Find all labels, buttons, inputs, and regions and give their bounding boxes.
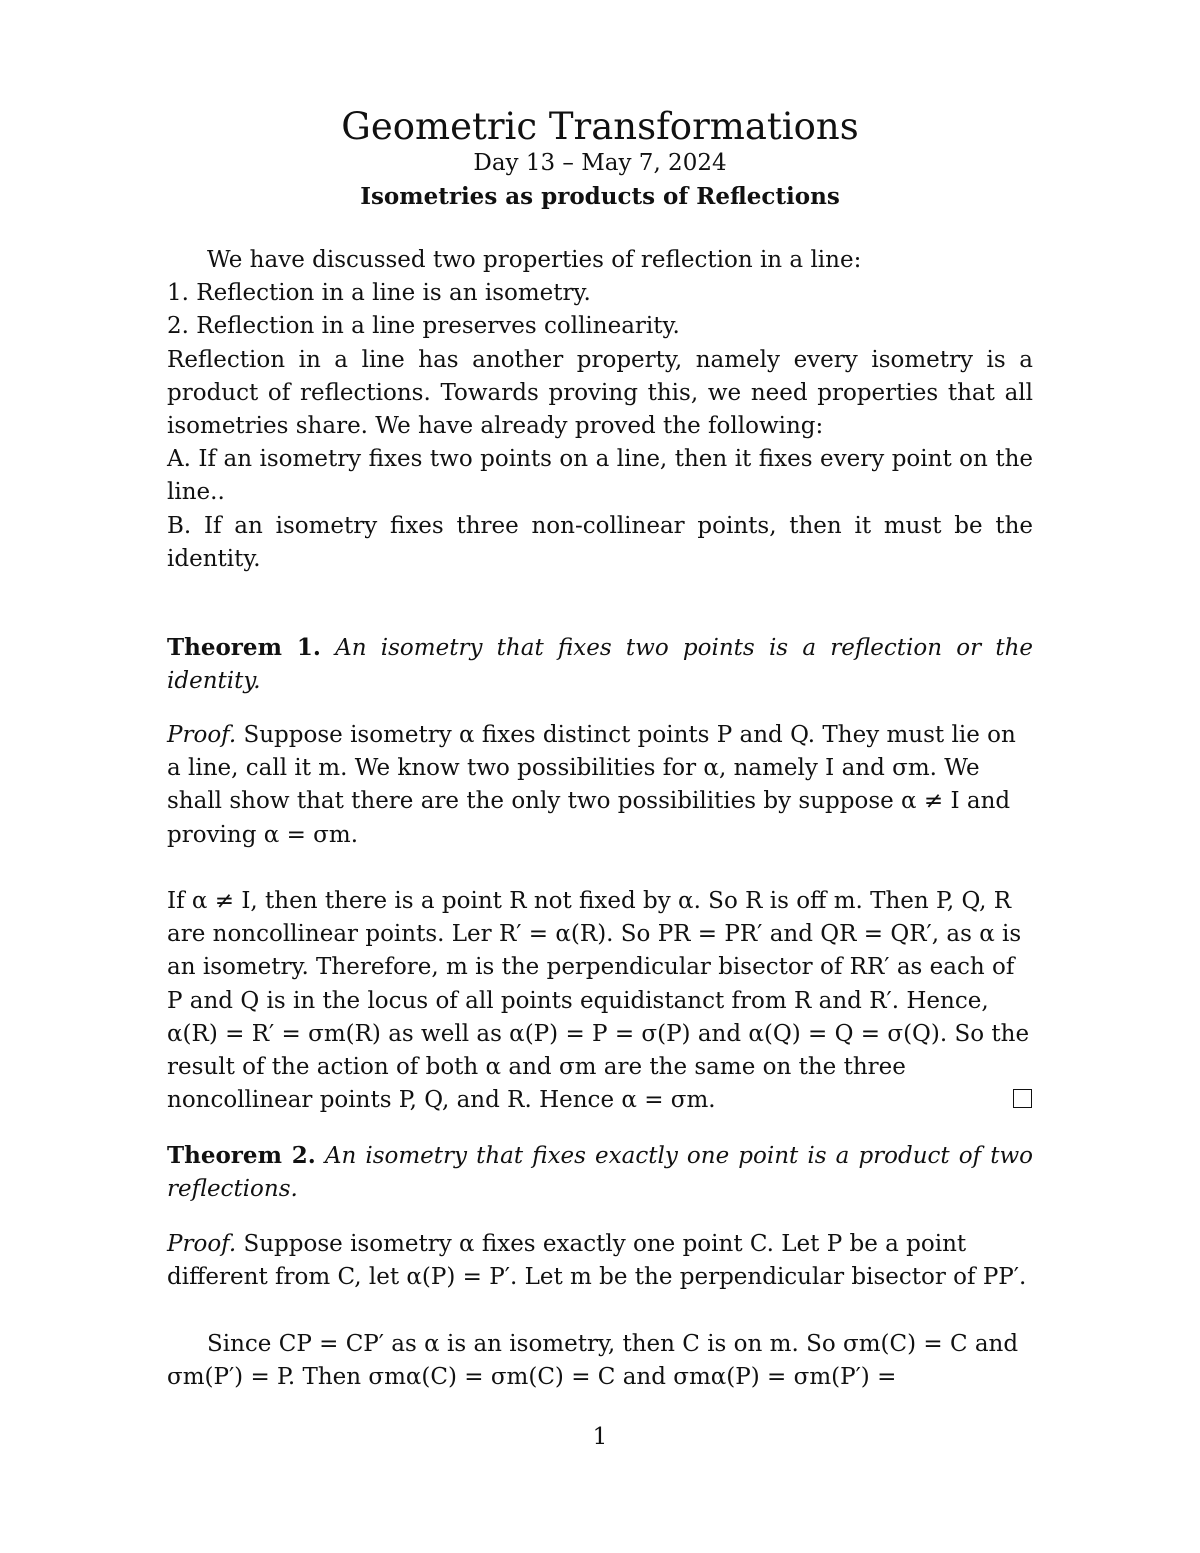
proof-1-label: Proof. [167,722,237,748]
document-title: Geometric Transformations [341,105,859,148]
proof-2-paragraph-2: Since CP = CP′ as α is an isometry, then C is on m. So σm(C) = C and σm(P′) = P. Then σmα(C) = σm(C) = C and σmα(P) = σm(P′) = [167,1331,1019,1391]
intro-paragraph: Reflection in a line has another property, namely every isometry is a product of reflections. Towards proving this, we need properties that all isometries share. We have already proved the following: [167,346,1033,440]
proof-1-text-2: If α ≠ I, then there is a point R not fixed by α. So R is off m. Then P, Q, R are noncollinear points. Ler R′ = α(R). So PR = PR′ and QR = QR′, as α is an isometry. Therefore, m is the perpendicular bisector of RR′ as each of P and Q is in the locus of all points equidistanct from R and R′. Hence, α(R) = R′ = σm(R) as well as α(P) = P = σ(P) and α(Q) = Q = σ(Q). So the result of the action of both α and σm are the same on the three noncollinear points P, Q, and R. Hence α = σm. [167,888,1030,1114]
intro-lead: We have discussed two properties of reflection in a line: [207,247,862,273]
intro-item-a: A. If an isometry fixes two points on a line, then it fixes every point on the line.. [167,446,1033,506]
proof-2-text-1: Suppose isometry α fixes exactly one point C. Let P be a point different from C, let α(P) = P′. Let m be the perpendicular bisector of PP′. [167,1231,1027,1291]
intro-item-1: 1. Reflection in a line is an isometry. [167,280,591,307]
theorem-1-label: Theorem 1. [167,634,321,661]
proof-2-label: Proof. [167,1231,237,1257]
intro-section [167,244,1033,576]
qed-symbol [1013,1089,1032,1108]
document-topic: Isometries as products of Reflections [360,183,840,210]
document-subtitle: Day 13 – May 7, 2024 [473,150,727,176]
proof-1-paragraph-2 [167,885,1033,1117]
theorem-1 [167,631,1033,698]
theorem-1-statement: An isometry that fixes two points is a reflection or the identity. [167,635,1034,695]
theorem-2 [167,1139,1033,1206]
proof-1-paragraph-1 [167,719,1033,852]
theorem-2-statement: An isometry that fixes exactly one point is a product of two reflections. [167,1143,1034,1203]
intro-item-b: B. If an isometry fixes three non-collinear points, then it must be the identity. [167,512,1033,572]
page-number: 1 [592,1424,608,1450]
proof-1-text-1: Suppose isometry α fixes distinct points P and Q. They must lie on a line, call it m. We know two possibilities for α, namely I and σm. We shall show that there are the only two possibilities by suppose α ≠ I and proving α = σm. [167,722,1016,848]
proof-2-paragraph-1 [167,1228,1033,1294]
intro-item-2: 2. Reflection in a line preserves collinearity. [167,313,680,340]
theorem-2-label: Theorem 2. [167,1142,316,1169]
